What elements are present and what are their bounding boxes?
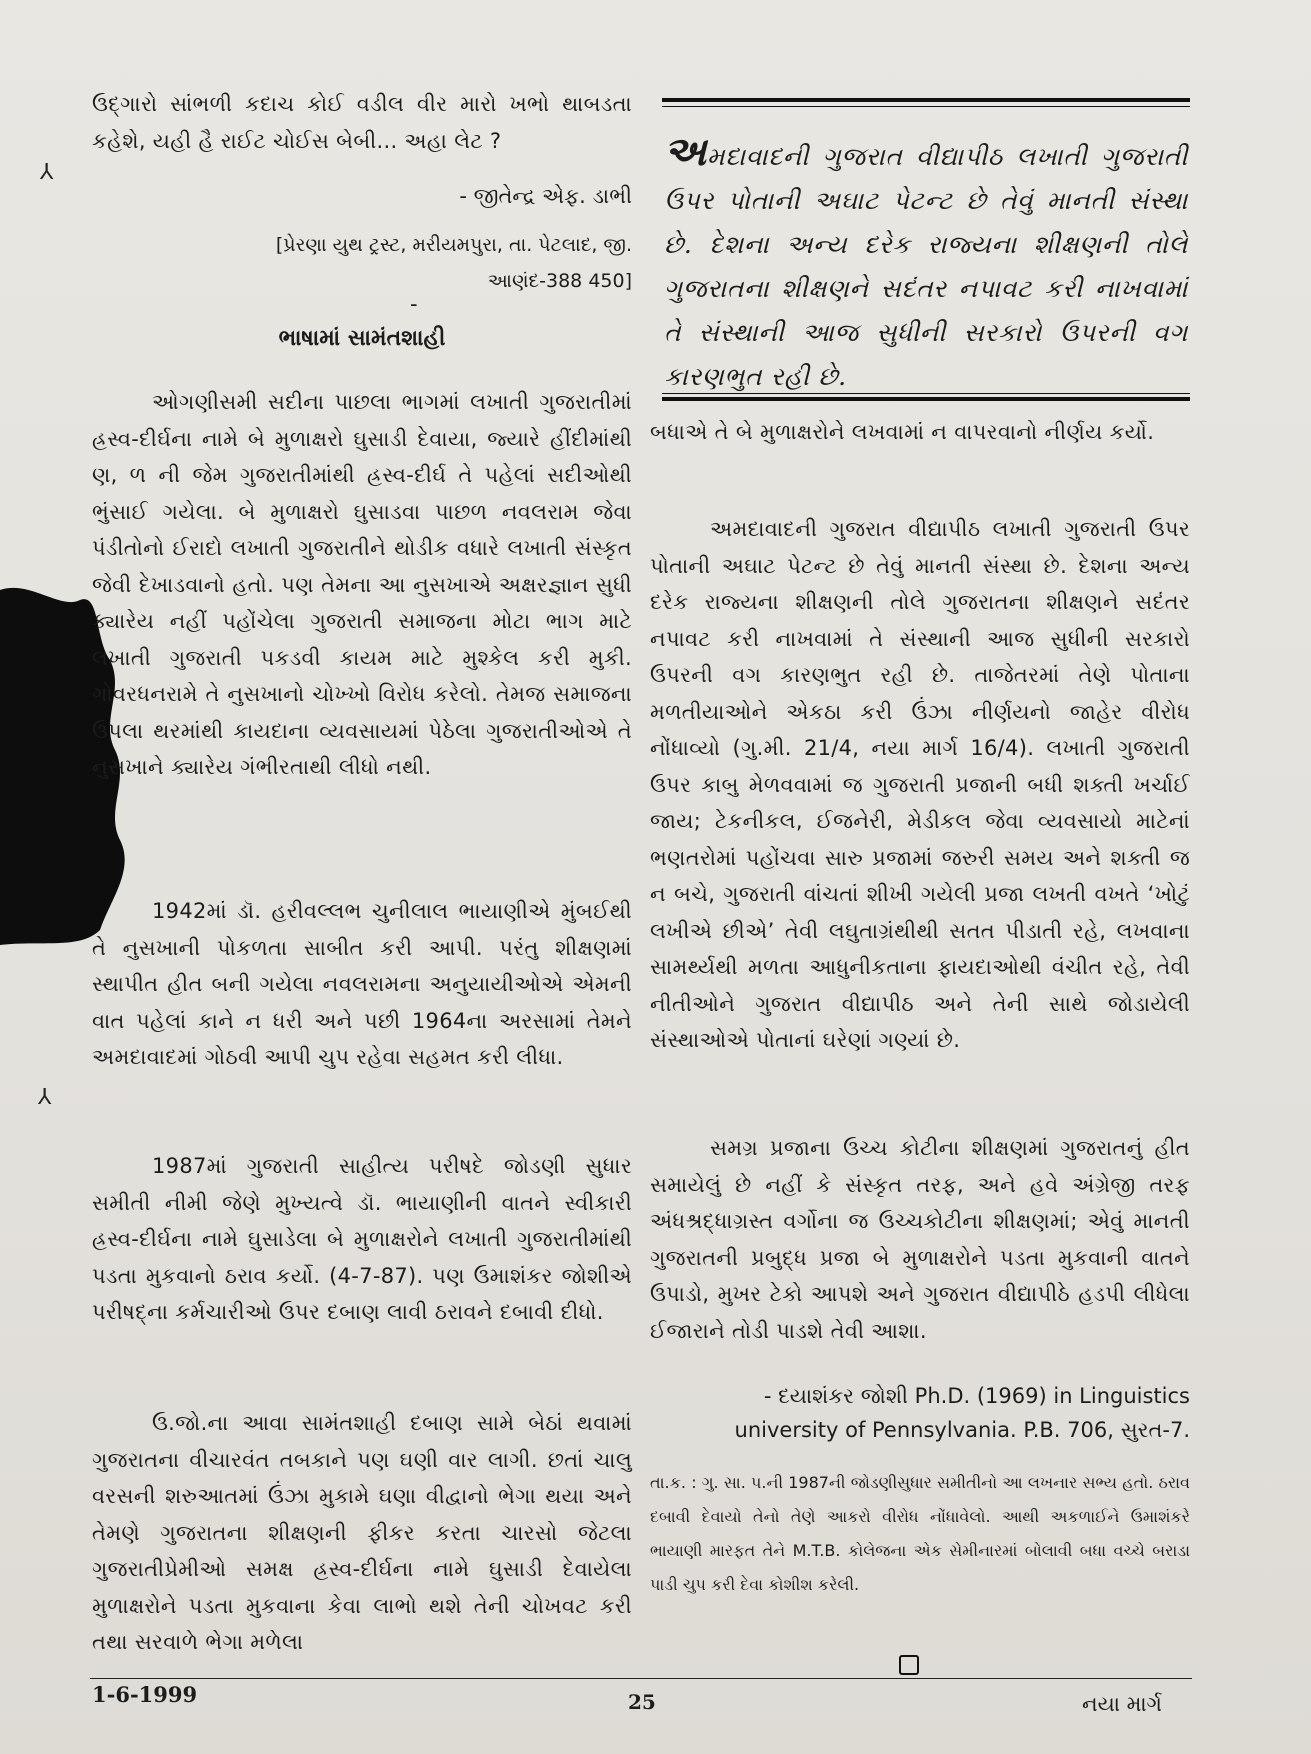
issue-date: 1-6-1999 <box>92 1682 198 1707</box>
author-signature: - જીતેન્દ્ર એફ. ડાભી <box>459 184 632 208</box>
pull-quote <box>664 130 1188 399</box>
footer-rule <box>90 1678 1192 1679</box>
postscript-note: તા.ક. : ગુ. સા. પ.ની 1987ની જોડણીસુધાર સમીતીનો આ લખનાર સભ્ય હતો. ઠરાવ દબાવી દેવાયો તેનો તેણે આકરો વીરોધ નોંધાવેલો. આથી અકળાઈને ઉમાશંકરે ભાયાણી મારફત તેને M.T.B. કોલેજના એક સેમીનારમાં બોલાવી બધા વચ્ચે બરાડા પાડી ચુપ કરી દેવા કોશીશ કરેલી. <box>650 1473 1190 1594</box>
publication-name: નયા માર્ગ <box>1082 1692 1162 1716</box>
author-affiliation: university of Pennsylvania. P.B. 706, સુરત-7. <box>734 1418 1190 1442</box>
article-paragraph: 1942માં ડૉ. હરીવલ્લભ ચુનીલાલ ભાયાણીએ મુંબઈથી તે નુસખાની પોકળતા સાબીત કરી આપી. પરંતુ શીક્ષણમાં સ્થાપીત હીત બની ગયેલા નવલરામના અનુયાયીઓએ એમની વાત પહેલાં કાને ન ધરી અને પછી 1964ના અરસામાં તેમને અમદાવાદમાં ગોઠવી આપી ચુપ રહેવા સહમત કરી લીધા. <box>92 899 632 1069</box>
page-number: 25 <box>628 1690 656 1714</box>
article-paragraph: બધાએ તે બે મુળાક્ષરોને લખવામાં ન વાપરવાનો નીર્ણય કર્યો. <box>650 420 1155 444</box>
margin-mark: ⅄ <box>40 160 54 185</box>
author-signature: - દયાશંકર જોશી Ph.D. (1969) in Linguistics <box>763 1384 1190 1408</box>
article-paragraph: ઓગણીસમી સદીના પાછલા ભાગમાં લખાતી ગુજરાતીમાં હ્રસ્વ-દીર્ઘના નામે બે મુળાક્ષરો ઘુસાડી દેવાયા, જ્યારે હીંદીમાંથી ણ, ળ ની જેમ ગુજરાતીમાંથી હ્રસ્વ-દીર્ઘ તે પહેલાં સદીઓથી ભુંસાઈ ગયેલા. બે મુળાક્ષરો ઘુસાડવા પાછળ નવલરામ જેવા પંડીતોનો ઈરાદો લખાતી ગુજરાતીને થોડીક વધારે લખાતી સંસ્કૃત જેવી દેખાડવાનો હતો. પણ તેમના આ નુસખાએ અક્ષરજ્ઞાન સુધી ક્યારેય નહીં પહોંચેલા ગુજરાતી સમાજના મોટા ભાગ માટે લખાતી ગુજરાતી પકડવી કાયમ માટે મુશ્કેલ કરી મુકી. ગોવરધનરામે તે નુસખાનો ચોખ્ખો વિરોધ કરેલો. તેમજ સમાજના ઉપલા થરમાંથી કાયદાના વ્યવસાયમાં પેઠેલા ગુજરાતીઓએ તે નુસખાને ક્યારેય ગંભીરતાથી લીધો નથી. <box>92 390 632 779</box>
pull-quote-text: મદાવાદની ગુજરાત વીદ્યાપીઠ લખાતી ગુજરાતી ઉપર પોતાની અઘાટ પેટન્ટ છે તેવું માનતી સંસ્થા છે. દેશના અન્ય દરેક રાજ્યના શીક્ષણની તોલે ગુજરાતના શીક્ષણને સદંતર નપાવટ કરી નાખવામાં તે સંસ્થાની આજ સુધીની સરકારો ઉપરની વગ કારણભુત રહી છે. <box>664 142 1188 391</box>
author-address: આણંદ-388 450] <box>487 270 632 292</box>
separator-dash: - <box>410 292 418 316</box>
pullquote-rule-bottom <box>662 393 1190 405</box>
article-paragraph: 1987માં ગુજરાતી સાહીત્ય પરીષદે જોડણી સુધાર સમીતી નીમી જેણે મુખ્યત્વે ડૉ. ભાયાણીની વાતને સ્વીકારી હ્રસ્વ-દીર્ઘના નામે ઘુસાડેલા બે મુળાક્ષરોને લખાતી ગુજરાતીમાંથી પડતા મુકવાનો ઠરાવ કર્યો. (4-7-87). પણ ઉમાશંકર જોશીએ પરીષદ્‌ના કર્મચારીઓ ઉપર દબાણ લાવી ઠરાવને દબાવી દીધો. <box>92 1154 632 1324</box>
article-paragraph: અમદાવાદની ગુજરાત વીદ્યાપીઠ લખાતી ગુજરાતી ઉપર પોતાની અઘાટ પેટન્ટ છે તેવું માનતી સંસ્થા છે. દેશના અન્ય દરેક રાજ્યના શીક્ષણની તોલે ગુજરાતના શીક્ષણને સદંતર નપાવટ કરી નાખવામાં તે સંસ્થાની આજ સુધીની સરકારો ઉપરની વગ કારણભુત રહી છે. તાજેતરમાં તેણે પોતાના મળતીયાઓને એકઠા કરી ઉંઝા નીર્ણયનો જાહેર વીરોધ નોંધાવ્યો (ગુ.મી. 21/4, નયા માર્ગ 16/4). લખાતી ગુજરાતી ઉપર કાબુ મેળવવામાં જ ગુજરાતી પ્રજાની બધી શક્તી ખર્ચાઈ જાય; ટેકનીકલ, ઈજનેરી, મેડીકલ જેવા વ્યવસાયો માટેનાં ભણતરોમાં પહોંચવા સારુ પ્રજામાં જરુરી સમય અને શક્તી જ ન બચે, ગુજરાતી વાંચતાં શીખી ગયેલી પ્રજા લખતી વખતે ‘ખોટું લખીએ છીએ’ તેવી લઘુતાગ્રંથીથી સતત પીડાતી રહે, લખવાના સામર્થ્યથી મળતા આધુનીકતાના ફાયદાઓથી વંચીત રહે, તેવી નીતીઓને ગુજરાત વીદ્યાપીઠ અને તેની સાથે જોડાયેલી સંસ્થાઓએ પોતાનાં ઘરેણાં ગણ્યાં છે. <box>650 517 1190 1052</box>
article-paragraph: ઉ.જો.ના આવા સામંતશાહી દબાણ સામે બેઠાં થવામાં ગુજરાતના વીચારવંત તબકાને પણ ઘણી વાર લાગી. છતાં ચાલુ વરસની શરુઆતમાં ઉંઝા મુકામે ઘણા વીદ્વાનો ભેગા થયા અને તેમણે ગુજરાતના શીક્ષણની ફીકર કરતા ચારસો જેટલા ગુજરાતીપ્રેમીઓ સમક્ષ હ્રસ્વ-દીર્ઘના નામે ઘુસાડી દેવાયેલા મુળાક્ષરોને પડતા મુકવાના કેવા લાભો થશે તેની ચોખવટ કરી તથા સરવાળે ભેગા મળેલા <box>92 1411 632 1654</box>
article-heading: ભાષામાં સામંતશાહી <box>278 326 446 351</box>
margin-mark: ⅄ <box>38 1085 52 1110</box>
pullquote-rule-top <box>662 98 1190 110</box>
article-paragraph: સમગ્ર પ્રજાના ઉચ્ચ કોટીના શીક્ષણમાં ગુજરાતનું હીત સમાયેલું છે નહીં કે સંસ્કૃત તરફ, અને હવે અંગ્રેજી તરફ અંધશ્રદ્ધાગ્રસ્ત વર્ગોના જ ઉચ્ચકોટીના શીક્ષણમાં; એવું માનતી ગુજરાતની પ્રબુદ્ધ પ્રજા બે મુળાક્ષરોને પડતા મુકવાની વાતને ઉપાડો, મુખર ટેકો આપશે અને ગુજરાત વીદ્યાપીઠે હડપી લીધેલા ઈજારાને તોડી પાડશે તેવી આશા. <box>650 1136 1190 1343</box>
paragraph-continuation: ઉદ્ગારો સાંભળી કદાચ કોઈ વડીલ વીર મારો ખભો થાબડતા કહેશે, યહી હૈ રાઈટ ચોઈસ બેબી... અહા લેટ ? <box>92 92 632 153</box>
author-address: [પ્રેરણા યુથ ટ્રસ્ટ, મરીયમપુરા, તા. પેટલાદ, જી. <box>275 234 632 256</box>
pull-quote-dropcap: અ <box>664 128 707 175</box>
end-of-article-box-icon <box>899 1655 919 1675</box>
